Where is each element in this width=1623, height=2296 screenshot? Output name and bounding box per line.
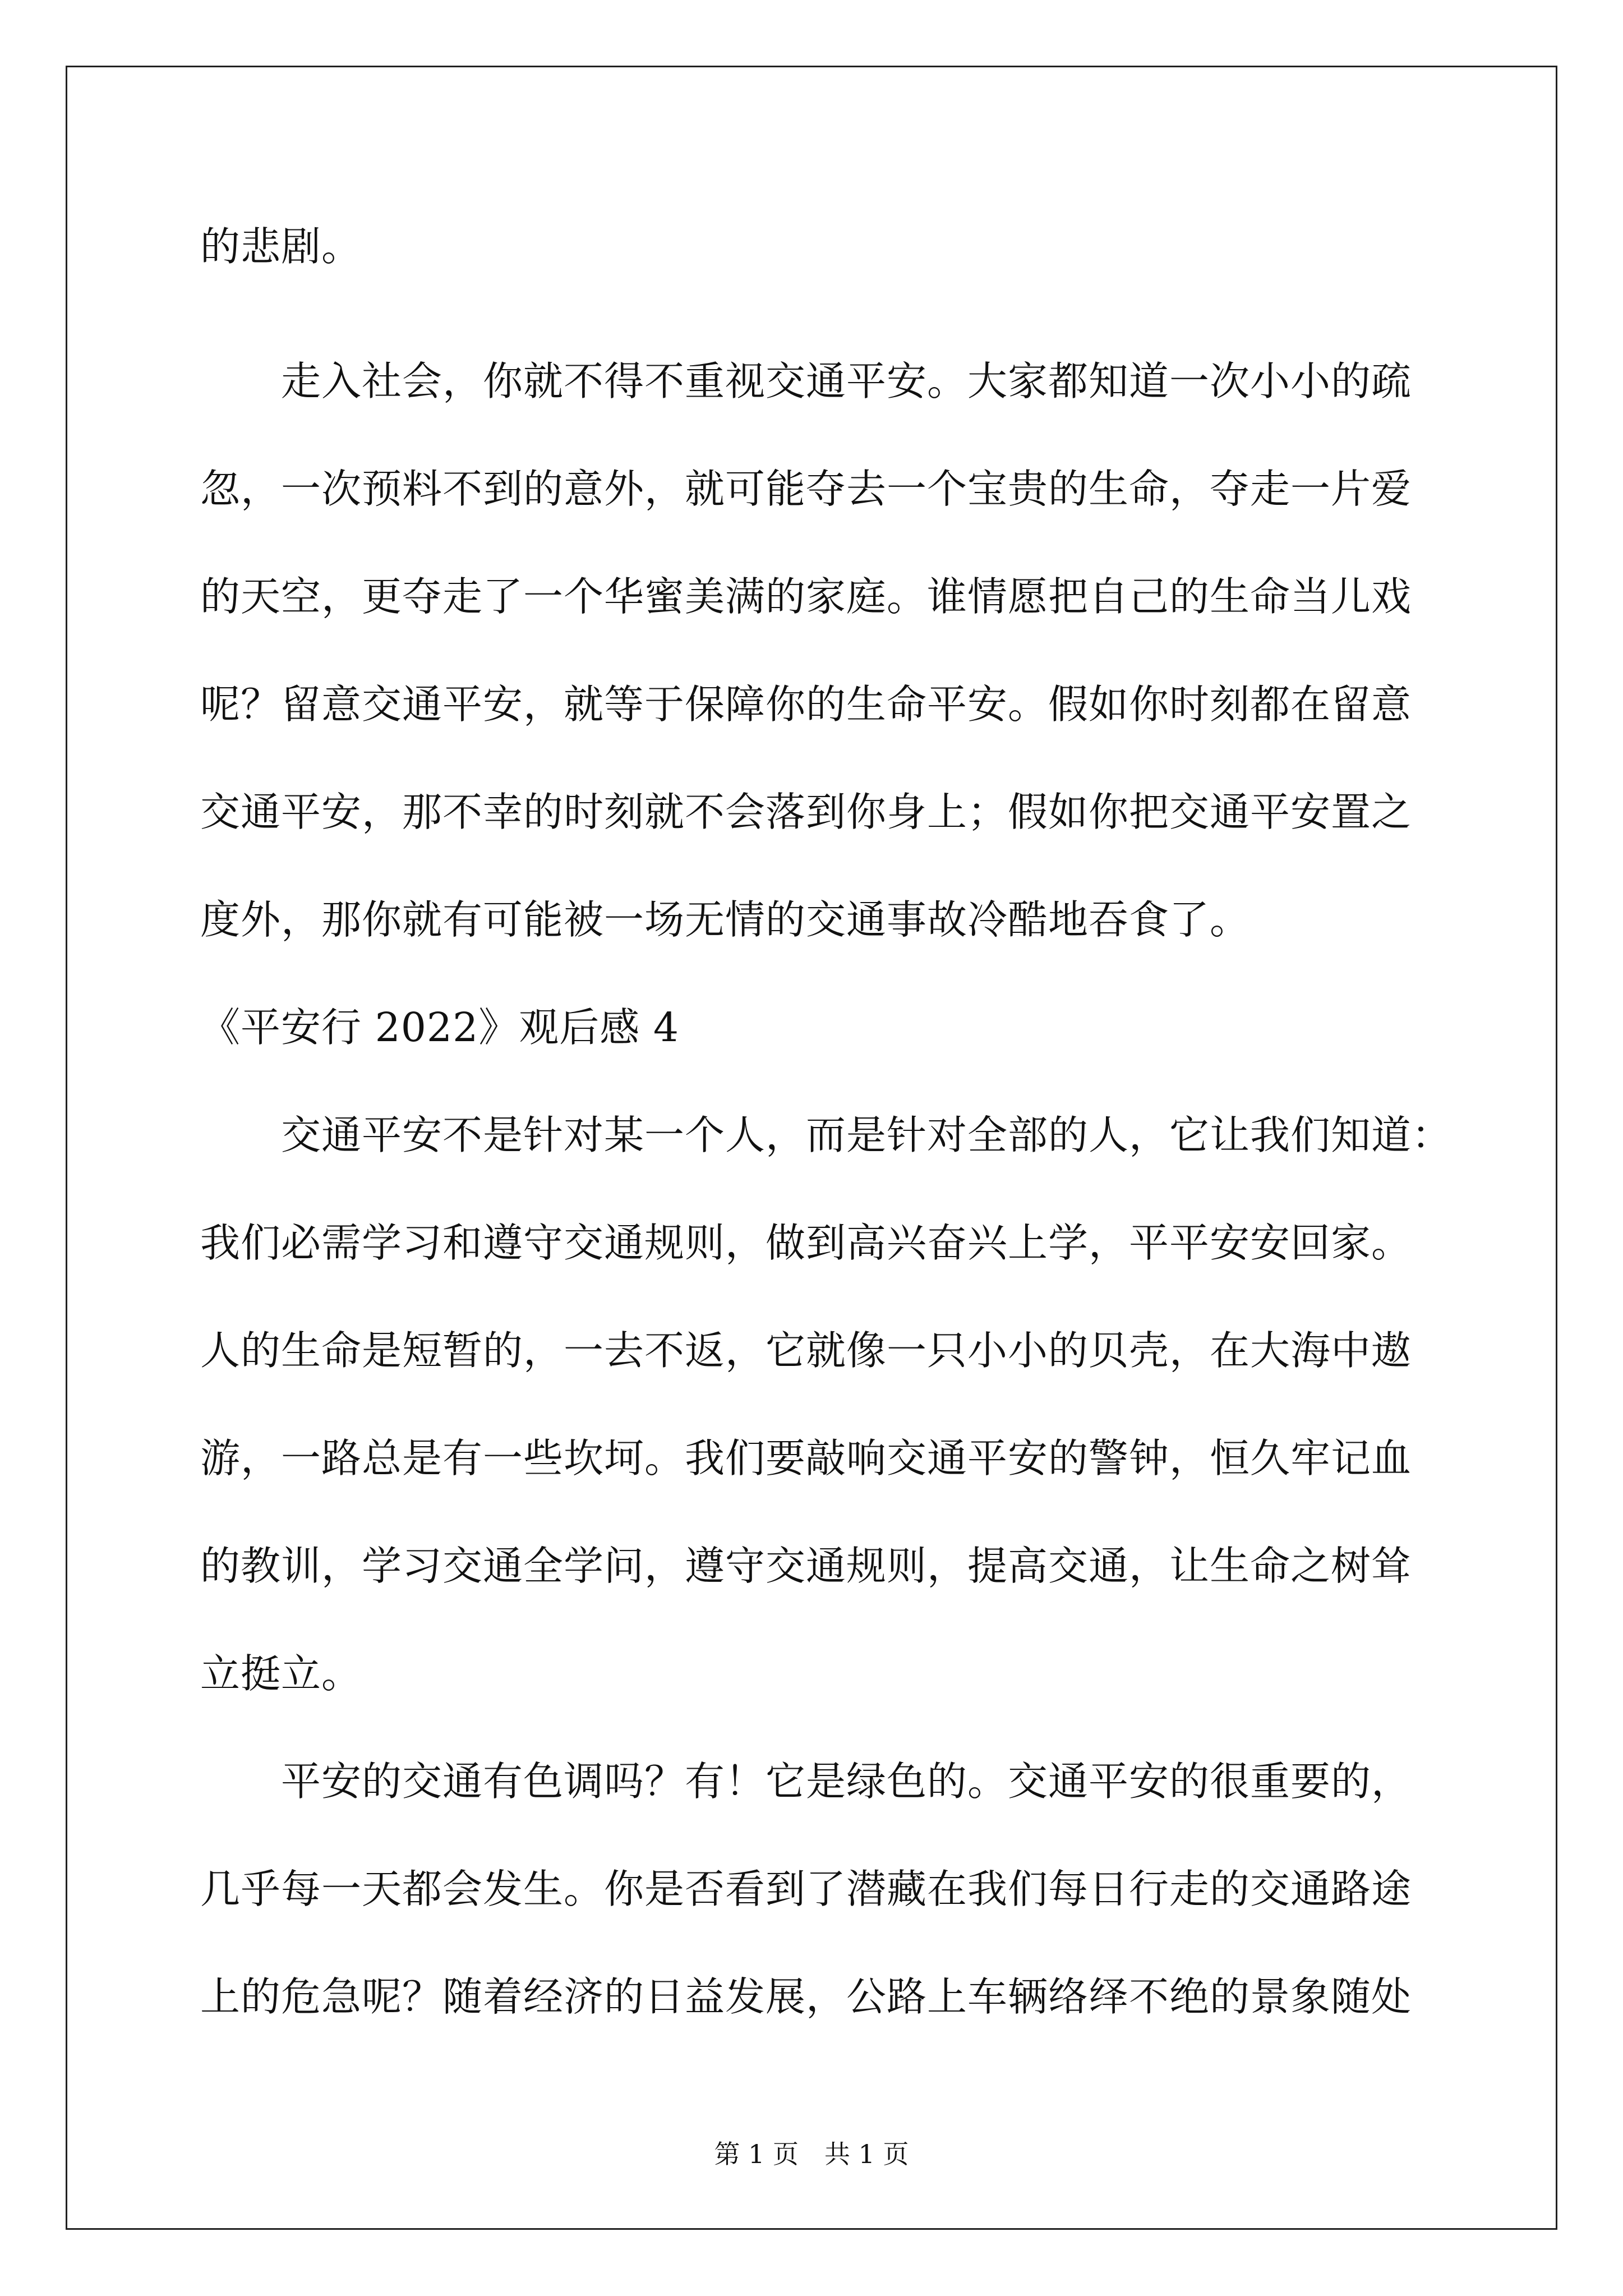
paragraph-line: 上的危急呢？随着经济的日益发展，公路上车辆络绎不绝的景象随处 — [200, 1973, 1412, 2020]
paragraph-line: 游，一路总是有一些坎坷。我们要敲响交通平安的警钟，恒久牢记血 — [200, 1435, 1412, 1481]
section-heading: 《平安行 2022》观后感 4 — [200, 1004, 680, 1051]
page-footer: 第 1 页 共 1 页 — [714, 2139, 909, 2169]
paragraph-line: 呢？留意交通平安，就等于保障你的生命平安。假如你时刻都在留意 — [200, 681, 1412, 728]
paragraph-line: 度外，那你就有可能被一场无情的交通事故冷酷地吞食了。 — [200, 896, 1251, 943]
paragraph-line: 几乎每一天都会发生。你是否看到了潜藏在我们每日行走的交通路途 — [200, 1866, 1412, 1912]
paragraph-line: 的悲剧。 — [200, 223, 362, 270]
paragraph-line: 的教训，学习交通全学问，遵守交通规则，提高交通，让生命之树耸 — [200, 1543, 1412, 1589]
paragraph-line: 忽，一次预料不到的意外，就可能夺去一个宝贵的生命，夺走一片爱 — [200, 466, 1412, 512]
paragraph-line: 交通平安，那不幸的时刻就不会落到你身上；假如你把交通平安置之 — [200, 789, 1412, 835]
paragraph-line: 立挺立。 — [200, 1650, 362, 1697]
paragraph-line: 平安的交通有色调吗？有！它是绿色的。交通平安的很重要的， — [281, 1758, 1412, 1805]
paragraph-line: 人的生命是短暂的，一去不返，它就像一只小小的贝壳，在大海中遨 — [200, 1327, 1412, 1374]
document-body — [200, 208, 1453, 2065]
paragraph-line: 走入社会，你就不得不重视交通平安。大家都知道一次小小的疏 — [281, 358, 1412, 404]
paragraph-line: 交通平安不是针对某一个人，而是针对全部的人，它让我们知道： — [281, 1112, 1453, 1158]
paragraph-line: 的天空，更夺走了一个华蜜美满的家庭。谁情愿把自己的生命当儿戏 — [200, 573, 1412, 620]
paragraph-line: 我们必需学习和遵守交通规则，做到高兴奋兴上学，平平安安回家。 — [200, 1220, 1412, 1266]
